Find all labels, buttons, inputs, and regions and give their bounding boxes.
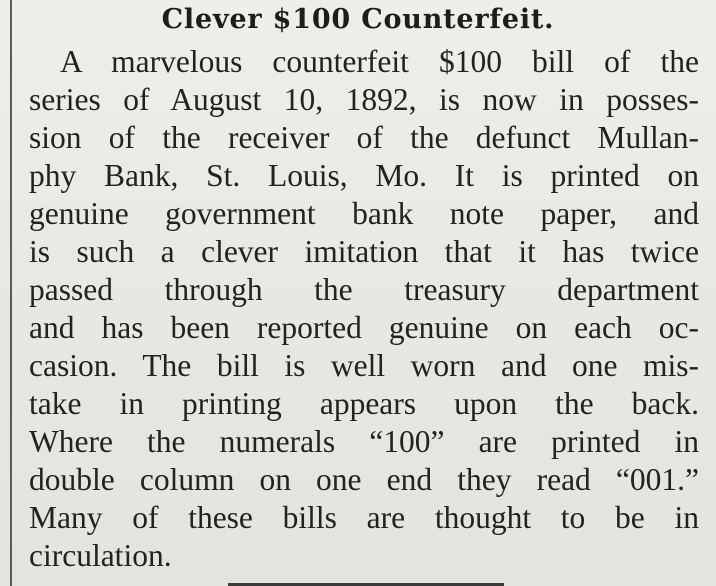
article-line: series of August 10, 1892, is now in posses-	[29, 82, 699, 117]
article-line: sion of the receiver of the defunct Mullan-	[29, 120, 699, 155]
column-rule	[10, 0, 12, 586]
article-line: A marvelous counterfeit $100 bill of the	[60, 44, 699, 79]
article-line: Where the numerals “100” are printed in	[29, 424, 699, 459]
article-line: casion. The bill is well worn and one mis-	[29, 348, 699, 383]
article-line: passed through the treasury department	[29, 272, 699, 307]
article-line: take in printing appears upon the back.	[29, 386, 699, 421]
article-headline: Clever $100 Counterfeit.	[161, 4, 555, 35]
article-line: circulation.	[29, 538, 172, 573]
article-line: genuine government bank note paper, and	[29, 196, 699, 231]
article-line: phy Bank, St. Louis, Mo. It is printed on	[29, 158, 699, 193]
article-line: and has been reported genuine on each oc-	[29, 310, 699, 345]
article-line: double column on one end they read “001.”	[29, 462, 699, 497]
article-line: is such a clever imitation that it has twice	[29, 234, 699, 269]
article-line: Many of these bills are thought to be in	[29, 500, 699, 535]
